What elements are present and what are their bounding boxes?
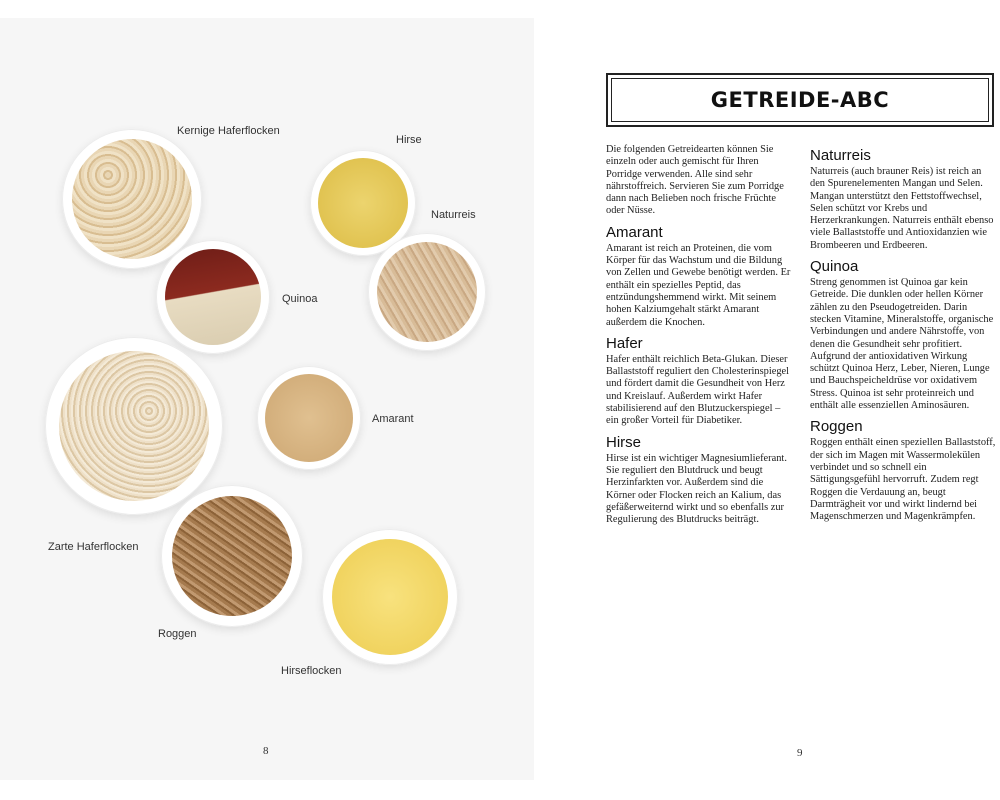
text-naturreis: Naturreis (auch brauner Reis) ist reich an den Spurenelementen Mangan und Selen. Mangan unterstützt den Fettstoffwechsel, Selen schützt vor Krebs und Herzerkrankungen. Naturreis enthält ebenso viele Ballaststoffe und Antioxidanzien wie Brombeeren und Erdbeeren. [810,166,994,251]
label-zarte-haferflocken: Zarte Haferflocken [48,541,139,553]
page-number-left: 8 [263,745,269,757]
label-naturreis: Naturreis [431,209,476,221]
bowl-kernige-haferflocken [62,129,202,269]
title-box-inner [611,78,989,122]
label-amarant: Amarant [372,413,414,425]
heading-roggen: Roggen [810,418,863,436]
heading-quinoa: Quinoa [810,258,859,276]
page-title: GETREIDE-ABC [710,88,890,112]
label-quinoa: Quinoa [282,293,318,305]
label-kernige-haferflocken: Kernige Haferflocken [177,125,280,137]
text-amarant: Amarant ist reich an Proteinen, die vom Körper für das Wachstum und die Bildung von Zellen und Gewebe benötigt werden. Er enthält ein spezielles Peptid, das entzündungshemmend wirkt. Mit seinem hohen Kalziumgehalt stärkt Amarant außerdem die Knochen. [606,242,791,328]
heading-amarant: Amarant [606,223,663,241]
text-hirse: Hirse ist ein wichtiger Magnesiumlieferant. Sie reguliert den Blutdruck und beugt Herzinfarkten vor. Außerdem sind die Körner oder Flocken reich an Kalium, das gefäßerweiternd wirkt und so ebenfalls zur Regulierung des Blutdrucks beiträgt. [606,452,787,526]
bowl-naturreis [368,233,486,351]
bowl-hirseflocken [322,529,458,665]
bowl-quinoa [156,240,270,354]
intro-paragraph: Die folgenden Getreidearten können Sie einzeln oder auch gemischt für Ihren Porridge verwenden. Alle sind sehr nährstoffreich. Servieren Sie zum Porridge dann nach Belieben noch frische Früchte oder Nüsse. [606,144,784,217]
text-column-right [810,147,996,529]
heading-naturreis: Naturreis [810,147,871,164]
text-column-left [606,144,792,532]
bowl-zarte-haferflocken [45,337,223,515]
page-number-right: 9 [797,747,803,759]
heading-hirse: Hirse [606,433,642,451]
text-hafer: Hafer enthält reichlich Beta-Glukan. Dieser Ballaststoff reguliert den Cholesterinspiegel und fördert damit die Gesundheit von Herz und Kreislauf. Außerdem wirkt Hafer stabilisierend auf den Blutzuckerspiegel – ein großer Vorteil für Diabetiker. [606,353,790,427]
label-roggen: Roggen [158,628,197,640]
bowl-roggen [161,485,303,627]
text-quinoa: Streng genommen ist Quinoa gar kein Getreide. Die dunklen oder hellen Körner zählen zu den Pseudogetreiden. Darin stecken Vitamine, Mineralstoffe, organische Verbindungen und andere Nährstoffe, von denen die Gesundheit sehr profitiert. Aufgrund der antioxidativen Wirkung schützt Quinoa Herz, Leber, Nieren, Lunge und Bauchspeicheldrüse vor oxidativem Stress. Quinoa ist sehr proteinreich und enthält alle essenziellen Aminosäuren. [810,277,994,412]
label-hirseflocken: Hirseflocken [281,665,342,677]
label-hirse: Hirse [396,134,422,146]
bowl-amarant [257,366,361,470]
title-box [606,73,994,127]
text-roggen: Roggen enthält einen speziellen Ballaststoff, der sich im Magen mit Wassermolekülen verbindet und so schnell ein Sättigungsgefühl hervorruft. Zudem regt Roggen die Verdauung an, beugt Darmträgheit vor und wirkt lindernd bei Magenschmerzen und Magenkrämpfen. [810,437,996,523]
heading-hafer: Hafer [606,334,643,352]
